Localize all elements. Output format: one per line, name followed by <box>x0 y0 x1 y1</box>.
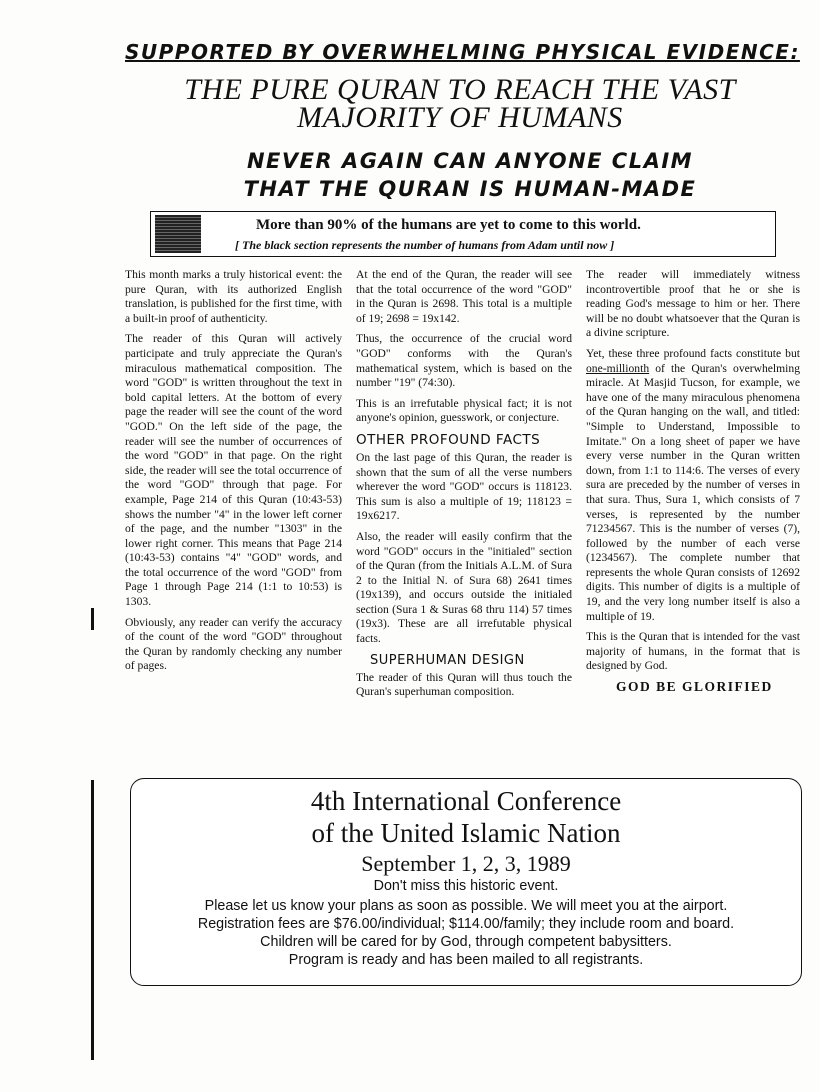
claim-headline-line2: THAT THE QURAN IS HUMAN-MADE <box>243 177 697 201</box>
conference-info-line: Program is ready and has been mailed to all registrants. <box>288 952 644 968</box>
conference-title-line1: 4th International Conference <box>310 786 622 816</box>
paragraph: The reader of this Quran will actively participate and truly appreciate the Quran's miraculous mathematical composition. The word "GOD" is written throughout the text in bold capital letters. At the bottom of every page the reader will see the count of the word "GOD." On the left side of the page, the reader will see the number of occurrences of the word "GOD" in that page. On the right side, the reader will see the total occurrence of the word "GOD" through that page. For example, Page 214 of this Quran (10:43-53) shows the number "4" in the lower left corner of the page, and the number "1303" in the lower right corner. This means that Page 214 (10:43-53) contains "4" "GOD" words, and the total occurrence of the word "GOD" from Page 1 through Page 214 (1:1 to 10:53) is 1303. <box>125 332 342 609</box>
population-stat-text: More than 90% of the humans are yet to come to this world. <box>256 217 641 233</box>
paragraph: The reader will immediately witness incontrovertible proof that he or she is reading God's message to him or her. There will be no doubt whatsoever that the Quran is a divine scripture. <box>586 268 800 340</box>
conference-info-line: Children will be cared for by God, through competent babysitters. <box>260 934 672 950</box>
conference-info-line: Registration fees are $76.00/individual; $114.00/family; they include room and board. <box>197 916 735 932</box>
black-section-graphic <box>155 215 201 253</box>
paragraph <box>586 347 800 624</box>
main-headline-line1: THE PURE QURAN TO REACH THE VAST <box>184 73 736 106</box>
paragraph: On the last page of this Quran, the reader is shown that the sum of all the verse numbers wherever the word "GOD" occurs is 118123. This sum is also a multiple of 19; 118123 = 19x6217. <box>356 450 572 523</box>
article-column-3 <box>586 268 800 695</box>
underlined-phrase: one-millionth <box>586 361 650 375</box>
paragraph: Obviously, any reader can verify the accuracy of the count of the word "GOD" throughout the Quran by randomly checking any number of pages. <box>125 615 342 673</box>
conference-info-line: Please let us know your plans as soon as possible. We will meet you at the airport. <box>204 898 728 914</box>
paragraph: This month marks a truly historical event: the pure Quran, with its authorized English translation, is published for the first time, with a built-in proof of authenticity. <box>125 268 342 325</box>
paragraph: Also, the reader will easily confirm that the word "GOD" occurs in the "initialed" section of the Quran (from the Initials A.L.M. of Sura 2 to the Initial N. of Sura 68) 2641 times (19x139), and occurs outside the initialed section (Sura 1 & Suras 68 thru 114) 57 times (19x3). These are all irrefutable physical facts. <box>356 529 572 646</box>
paragraph-end: of the Quran's overwhelming miracle. At Masjid Tucson, for example, we have one of the many miraculous phenomena of the Quran hanging on the wall, and titled: "Simple to Understand, Impossible to Imitate." On a long sheet of paper we have every verse number in the Quran written down, from 1:1 to 114:6. The verses of every sura are preceded by the number of verses in that sura. Thus, Sura 1, which consists of 7 verses, is represented by the number 71234567. This is the number of verses (7), followed by the number of each verse (1234567). The complete number that represents the whole Quran consists of 12692 digits. This number of digits is a multiple of 19, and the very long number itself is also a multiple of 19. <box>586 361 800 623</box>
section-heading-other-facts: OTHER PROFOUND FACTS <box>356 431 541 448</box>
conference-title-line2: of the United Islamic Nation <box>311 818 621 848</box>
section-heading-superhuman-design: SUPERHUMAN DESIGN <box>370 652 525 668</box>
scan-margin-mark <box>91 608 94 630</box>
claim-headline <box>150 147 790 203</box>
paragraph-start: Yet, these three profound facts constitute but <box>586 346 800 360</box>
scan-margin-mark <box>91 780 94 1060</box>
evidence-banner: SUPPORTED BY OVERWHELMING PHYSICAL EVIDENCE: <box>125 40 800 64</box>
paragraph: This is an irrefutable physical fact; it is not anyone's opinion, guesswork, or conjecture. <box>356 396 572 425</box>
paragraph: Thus, the occurrence of the crucial word "GOD" conforms with the Quran's mathematical system, which is based on the number "19" (74:30). <box>356 332 572 390</box>
claim-headline-line1: NEVER AGAIN CAN ANYONE CLAIM <box>246 149 694 173</box>
paragraph: The reader of this Quran will thus touch the Quran's superhuman composition. <box>356 670 572 699</box>
conference-tagline: Don't miss this historic event. <box>373 878 559 894</box>
conference-dates: September 1, 2, 3, 1989 <box>361 851 571 876</box>
population-stat-caption: [ The black section represents the number of humans from Adam until now ] <box>235 238 615 252</box>
main-headline <box>130 73 790 134</box>
paragraph: At the end of the Quran, the reader will see that the total occurrence of the word "GOD" in the Quran is 2698. This total is a multiple of 19; 2698 = 19x142. <box>356 268 572 325</box>
article-column-1 <box>125 268 342 680</box>
paragraph: This is the Quran that is intended for the vast majority of humans, in the format that is designed by God. <box>586 630 800 673</box>
population-stat-box <box>150 211 776 257</box>
conference-announcement <box>130 778 802 986</box>
closing-line: GOD BE GLORIFIED <box>616 679 773 695</box>
article-column-2 <box>356 268 572 706</box>
main-headline-line2: MAJORITY OF HUMANS <box>297 101 623 134</box>
